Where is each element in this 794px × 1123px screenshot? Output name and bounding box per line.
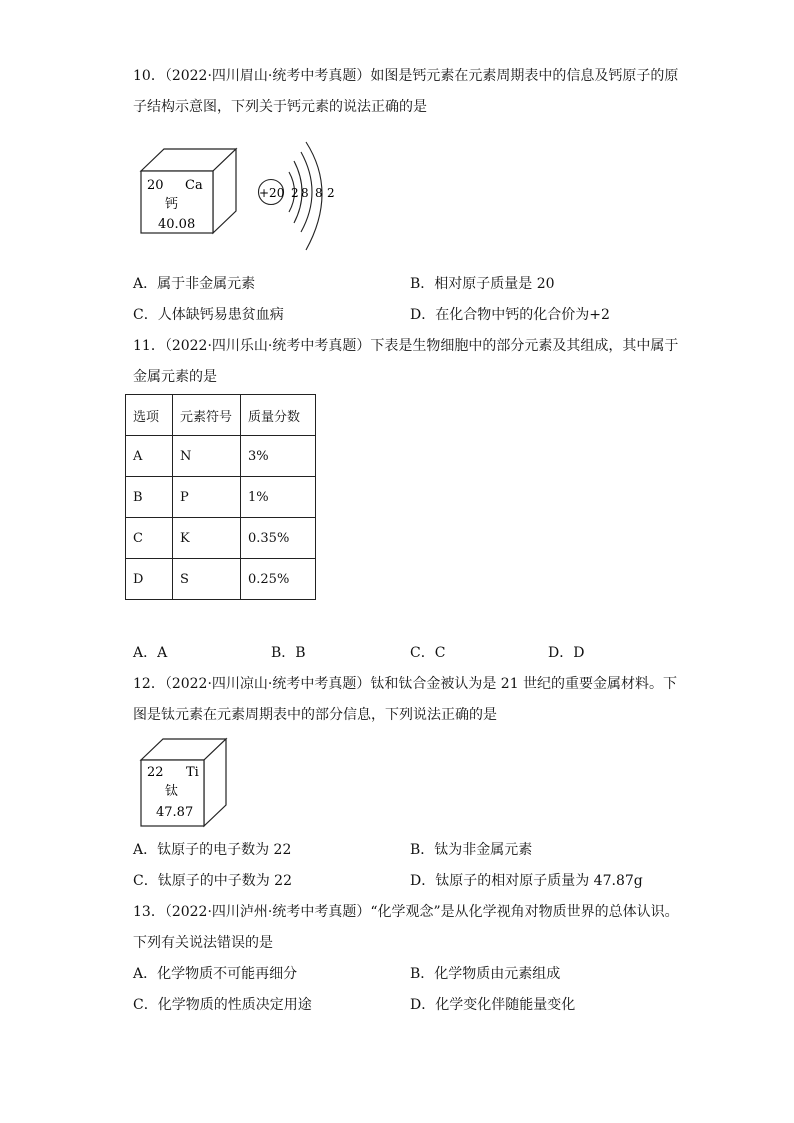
ca-atomic-mass: 40.08: [158, 217, 196, 232]
ti-symbol: Ti: [186, 765, 199, 780]
table-cell: S: [173, 559, 241, 600]
table-row: [126, 477, 316, 518]
element-composition-table: [125, 394, 316, 600]
table-cell: C: [126, 518, 173, 559]
q13-option-d[interactable]: D．化学变化伴随能量变化: [410, 997, 576, 1013]
table-cell: 1%: [241, 477, 316, 518]
table-cell: 0.25%: [241, 559, 316, 600]
ca-shell-4: 2: [327, 186, 335, 200]
q13-option-b[interactable]: B．化学物质由元素组成: [410, 966, 561, 982]
q12-stem-line2: 图是钛元素在元素周期表中的部分信息，下列说法正确的是: [133, 707, 497, 723]
table-cell: P: [173, 477, 241, 518]
q10-option-b[interactable]: B．相对原子质量是 20: [410, 276, 555, 292]
ca-shell-3: 8: [315, 186, 323, 200]
q12-option-a[interactable]: A．钛原子的电子数为 22: [133, 842, 292, 858]
table-cell: A: [126, 436, 173, 477]
ca-shell-1: 2: [291, 186, 299, 200]
table-header-cell: 选项: [126, 395, 173, 436]
q11-option-d[interactable]: D．D: [548, 645, 585, 661]
q10-stem-line2: 子结构示意图，下列关于钙元素的说法正确的是: [133, 99, 427, 115]
q10-figure: [138, 140, 348, 260]
q12-stem-line1: 12．（2022·四川凉山·统考中考真题）钛和钛合金被认为是 21 世纪的重要金属材料。下: [133, 676, 678, 692]
q11-stem-line2: 金属元素的是: [133, 369, 217, 385]
ti-atomic-number: 22: [147, 765, 164, 780]
ca-symbol: Ca: [185, 178, 203, 193]
q13-option-a[interactable]: A．化学物质不可能再细分: [133, 966, 298, 982]
ca-atomic-number: 20: [147, 178, 164, 193]
q11-option-c[interactable]: C．C: [410, 645, 446, 661]
table-row: [126, 559, 316, 600]
titanium-element-card: [138, 737, 238, 829]
table-cell: D: [126, 559, 173, 600]
q11-stem-line1: 11．（2022·四川乐山·统考中考真题）下表是生物细胞中的部分元素及其组成，其中属于: [133, 338, 679, 354]
q11-option-a[interactable]: A．A: [133, 645, 168, 661]
q10-stem-line1: 10．（2022·四川眉山·统考中考真题）如图是钙元素在元素周期表中的信息及钙原子的原: [133, 68, 679, 84]
table-cell: 3%: [241, 436, 316, 477]
table-cell: B: [126, 477, 173, 518]
calcium-atom-structure: [259, 142, 335, 250]
table-cell: K: [173, 518, 241, 559]
table-header-row: [126, 395, 316, 436]
q10-option-a[interactable]: A．属于非金属元素: [133, 276, 256, 292]
ti-name: 钛: [165, 784, 179, 799]
q10-option-d[interactable]: D．在化合物中钙的化合价为+2: [410, 307, 610, 323]
ti-atomic-mass: 47.87: [156, 805, 194, 820]
q10-option-c[interactable]: C．人体缺钙易患贫血病: [133, 307, 284, 323]
q12-option-b[interactable]: B．钛为非金属元素: [410, 842, 533, 858]
q13-stem-line1: 13．（2022·四川泸州·统考中考真题）“化学观念”是从化学视角对物质世界的总体认识。: [133, 904, 679, 920]
q13-stem-line2: 下列有关说法错误的是: [133, 935, 273, 951]
calcium-element-card: [141, 149, 236, 233]
q13-option-c[interactable]: C．化学物质的性质决定用途: [133, 997, 312, 1013]
table-row: [126, 436, 316, 477]
q12-option-c[interactable]: C．钛原子的中子数为 22: [133, 873, 292, 889]
table-header-cell: 元素符号: [173, 395, 241, 436]
ca-nucleus-charge: +20: [259, 186, 285, 200]
table-row: [126, 518, 316, 559]
ca-shell-2: 8: [301, 186, 309, 200]
table-cell: 0.35%: [241, 518, 316, 559]
table-header-cell: 质量分数: [241, 395, 316, 436]
ca-name: 钙: [165, 197, 179, 212]
q11-option-b[interactable]: B．B: [271, 645, 306, 661]
table-cell: N: [173, 436, 241, 477]
q12-option-d[interactable]: D．钛原子的相对原子质量为 47.87g: [410, 873, 643, 889]
